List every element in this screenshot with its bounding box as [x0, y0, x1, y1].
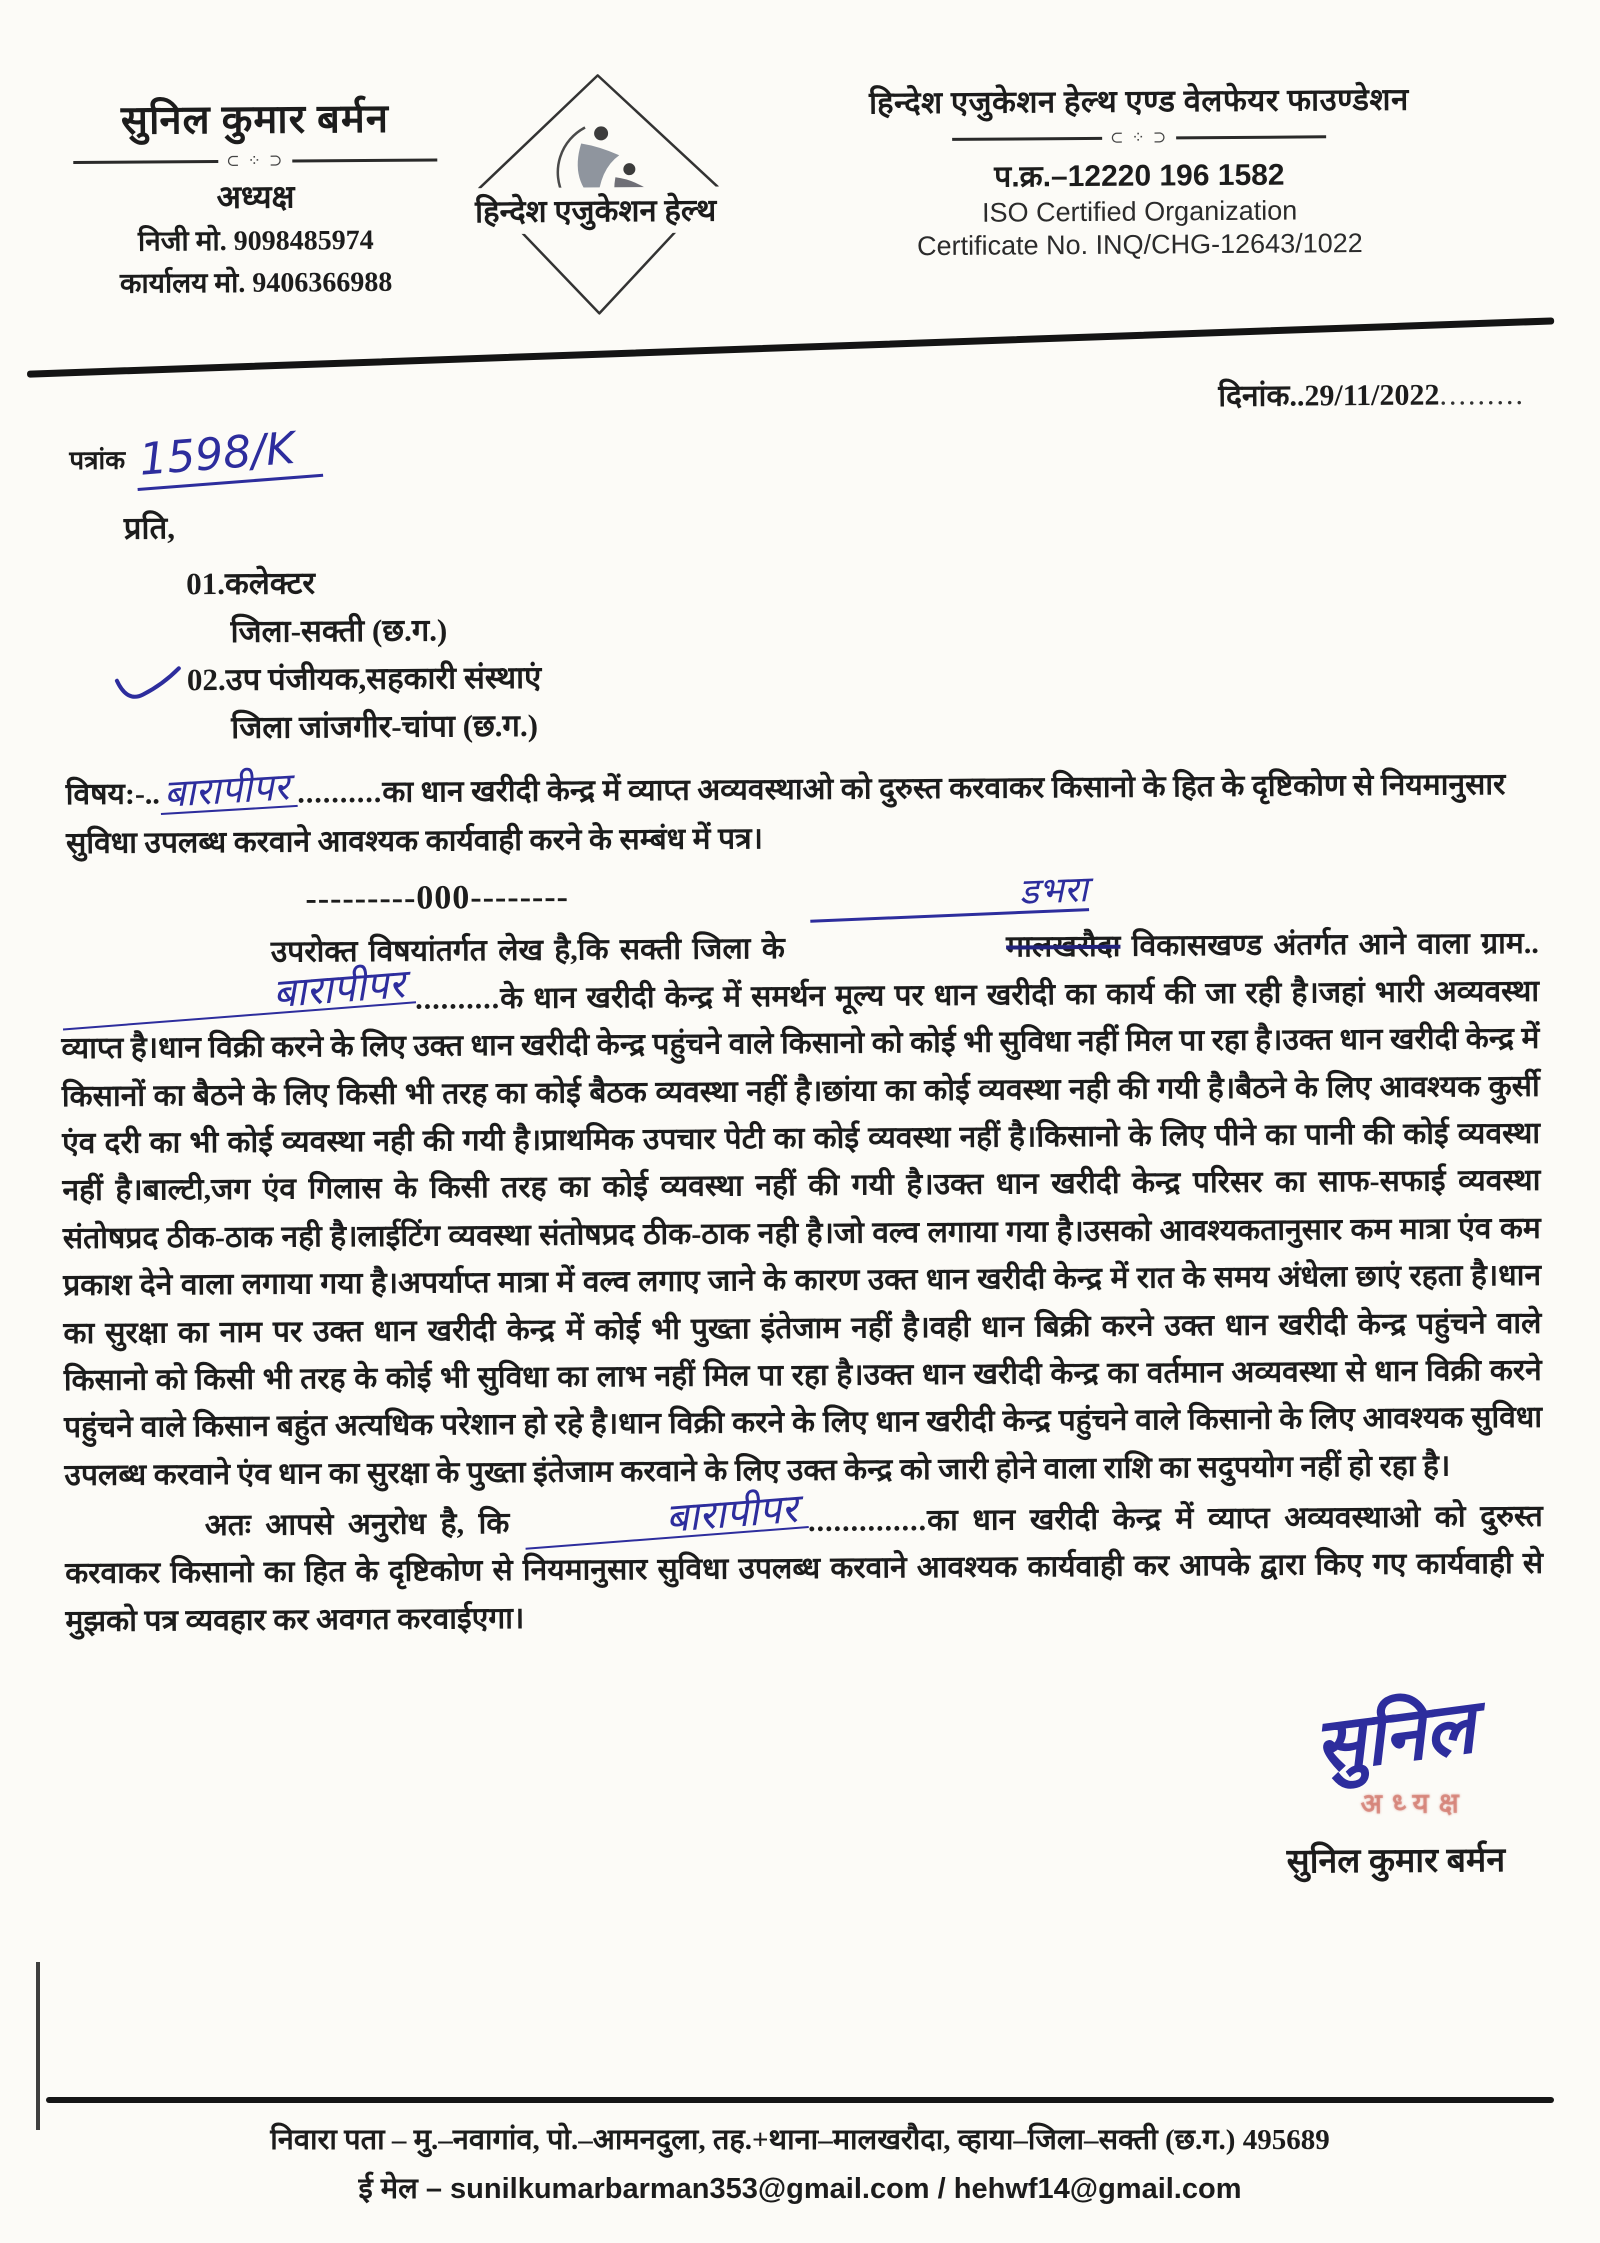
phone-personal: निजी मो. 9098485974	[137, 224, 374, 258]
section-separator: ---------000--------	[305, 878, 570, 918]
header-rule	[27, 317, 1554, 377]
recipient-line: 02.उप पंजीयक,सहकारी संस्थाएं	[186, 659, 542, 698]
letterhead	[55, 63, 1535, 323]
date-trailing-dots: .........	[1439, 377, 1526, 412]
subject-dots: ..........	[297, 776, 383, 810]
body-text: विकासखण्ड अंतर्गत आने वाला ग्राम..	[1120, 927, 1539, 964]
ornament-divider	[763, 125, 1515, 150]
footer-email: ई मेल – sunilkumarbarman353@gmail.com / hehwf14@gmail.com	[358, 2173, 1242, 2205]
organization-name: हिन्देश एजुकेशन हेल्थ एण्ड वेलफेयर फाउण्डेशन	[868, 81, 1409, 121]
handwritten-reference-number: 1598/K	[133, 421, 322, 491]
body-text: उपरोक्त विषयांतर्गत लेख है,कि सक्ती जिला के	[270, 932, 797, 970]
subject-text: का धान खरीदी केन्द्र में व्याप्त अव्यवस्थाओ को दुरुस्त करवाकर किसानो के हित के दृष्टिकोण से नियमानुसार सुविधा उपलब्ध करवाने आवश्यक कार्यवाही करने के सम्बंध में पत्र।	[65, 768, 1506, 860]
letterhead-right	[745, 63, 1534, 263]
organization-logo	[455, 68, 747, 320]
iso-certified-line: ISO Certified Organization	[981, 195, 1298, 228]
body-dots: ..........	[415, 981, 501, 1016]
body-paragraph-2	[65, 1485, 1544, 1645]
pen-tick-icon	[113, 658, 183, 706]
ornament-line-icon	[292, 158, 437, 162]
ornament-line-icon	[952, 136, 1102, 140]
subject-line	[66, 761, 1539, 868]
recipient-line: जिला जांजगीर-चांपा (छ.ग.)	[231, 707, 539, 746]
recipient-line: 01.कलेक्टर	[186, 565, 316, 602]
ornament-divider	[73, 150, 437, 173]
handwritten-correction: डभरा	[809, 873, 1089, 924]
reference-label: पत्रांक	[69, 445, 126, 476]
subject-label: विषय:-..	[65, 777, 160, 812]
correction-wrap	[796, 869, 1121, 973]
handwritten-signature: सुनिल	[1309, 1684, 1480, 1791]
registration-number: प.क्र.–12220 196 1582	[994, 158, 1285, 194]
ornament-line-icon	[1176, 135, 1326, 139]
scan-edge-artifact	[36, 1962, 40, 2130]
ornament-mark-icon: ⊂ ⁘ ⊃	[1109, 129, 1169, 147]
footer-rule	[46, 2097, 1554, 2103]
handwritten-village-request: बारापीपर	[523, 1490, 809, 1550]
body-text: अतः आपसे अनुरोध है, कि	[204, 1507, 525, 1543]
phone-office: कार्यालय मो. 9406366988	[119, 267, 393, 301]
struck-word: मालखरौदा	[1005, 930, 1121, 964]
footer-address: निवारा पता – मु.–नवागांव, पो.–आमनदुला, तह.+थाना–मालखरौदा, व्हाया–जिला–सक्ती (छ.ग.) 495689	[270, 2124, 1330, 2156]
signatory-name: सुनिल कुमार बर्मन	[1286, 1842, 1506, 1881]
recipient-list	[186, 551, 1537, 753]
salutation: प्रति,	[123, 510, 176, 546]
handwritten-village-subject: बारापीपर	[159, 767, 299, 815]
ornament-mark-icon: ⊂ ⁘ ⊃	[226, 152, 285, 170]
logo-caption: हिन्देश एजुकेशन हेल्थ	[395, 186, 795, 235]
recipient-item	[187, 647, 1538, 753]
recipient-item	[186, 551, 1537, 657]
date-row	[57, 372, 1525, 423]
date-label: दिनांक..	[1218, 379, 1305, 414]
date-value: 29/11/2022	[1304, 378, 1440, 413]
reference-row	[69, 419, 1535, 485]
body-text: का धान खरीदी केन्द्र में व्याप्त अव्यवस्थाओ को दुरुस्त करवाकर किसानो का हित के दृष्टिकोण से नियमानुसार सुविधा उपलब्ध करवाने आवश्यक कार्यवाही कर आपके द्वारा किए गए कार्यवाही से मुझको पत्र व्यवहार कर अवगत करवाईएगा।	[65, 1499, 1544, 1638]
letterhead-left	[55, 70, 457, 304]
signature-block	[66, 1684, 1545, 1891]
red-stamp-text: अध्यक्ष	[1360, 1788, 1469, 1821]
certificate-number: Certificate No. INQ/CHG-12643/1022	[916, 228, 1363, 262]
recipient-line: जिला-सक्ती (छ.ग.)	[230, 612, 448, 650]
ornament-line-icon	[73, 160, 218, 164]
body-dots: ..............	[807, 1504, 928, 1539]
footer	[46, 2097, 1554, 2207]
sender-title: अध्यक्ष	[216, 178, 295, 216]
sender-name: सुनिल कुमार बर्मन	[120, 95, 390, 143]
body-text: के धान खरीदी केन्द्र में समर्थन मूल्य पर धान खरीदी का कार्य की जा रही है।जहां भारी अव्यवस्था व्याप्त है।धान विक्री करने के लिए उक्त धान खरीदी केन्द्र पहुंचने वाले किसानो को कोई भी सुविधा नहीं मिल पा रहा है।उक्त धान खरीदी केन्द्र में किसानों का बैठने के लिए किसी भी तरह का कोई बैठक व्यवस्था नहीं है।छांया का कोई व्यवस्था नही की गयी है।बैठने के लिए आवश्यक कुर्सी एंव दरी का भी कोई व्यवस्था नही की गयी है।प्राथमिक उपचार पेटी का कोई व्यवस्था नहीं है।किसानो के लिए पीने का पानी की कोई व्यवस्था नहीं है।बाल्टी,जग एंव गिलास के किसी तरह का कोई व्यवस्था नहीं की गयी है।उक्त धान खरीदी केन्द्र परिसर का साफ-सफाई व्यवस्था संतोषप्रद ठीक-ठाक नही है।लाईटिंग व्यवस्था संतोषप्रद ठीक-ठाक नही है।जो वल्व लगाया गया है।उसको आवश्यकतानुसार कम मात्रा एंव कम प्रकाश देने वाला लगाया गया है।अपर्याप्त मात्रा में वल्व लगाए जाने के कारण उक्त धान खरीदी केन्द्र में रात के समय अंधेला छाएं रहता है।धान का सुरक्षा का नाम पर उक्त धान खरीदी केन्द्र में कोई भी पुख्ता इंतेजाम नहीं है।वही धान बिक्री करने उक्त धान खरीदी केन्द्र पहुंचने वाले किसानो को किसी भी तरह के कोई भी सुविधा का लाभ नहीं मिल पा रहा है।उक्त धान खरीदी केन्द्र का वर्तमान अव्यवस्था से धान विक्री करने पहुंचने वाले किसान बहुंत अत्यधिक परेशान हो रहे है।धान विक्री करने के लिए धान खरीदी केन्द्र पहुंचने वाले किसानो के लिए आवश्यक सुविधा उपलब्ध करवाने एंव धान का सुरक्षा के पुख्ता इंतेजाम करवाने के लिए उक्त केन्द्र को जारी होने वाला राशि का सदुपयोग नहीं हो रहा है।	[61, 974, 1543, 1492]
handwritten-village-body: बारापीपर	[60, 965, 416, 1030]
